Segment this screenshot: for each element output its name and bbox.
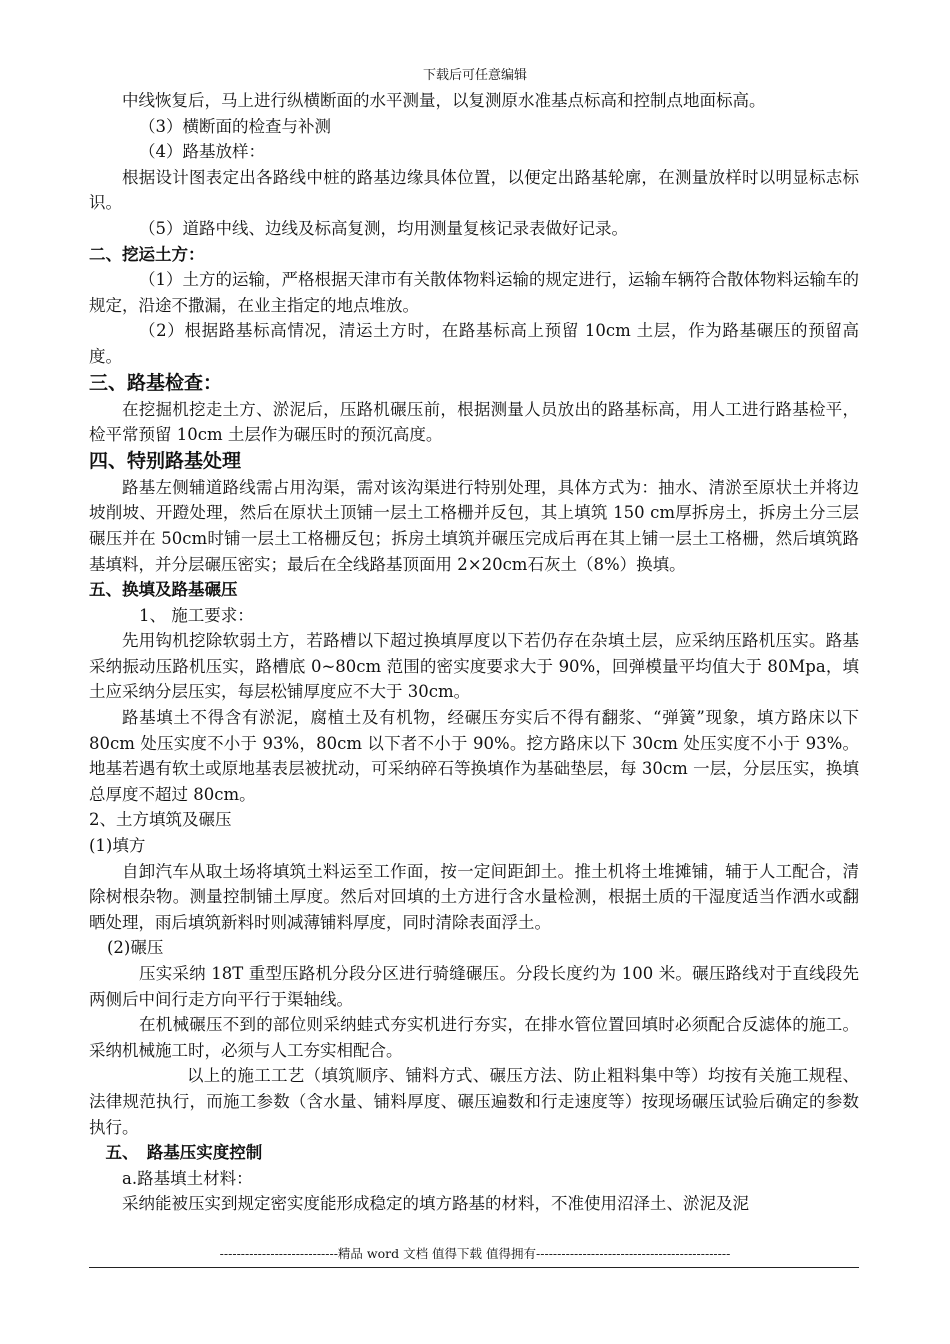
- paragraph: 路基填土不得含有淤泥，腐植土及有机物，经碾压夯实后不得有翻浆、“弹簧”现象，填方路床以下 80cm 处压实度不小于 93%，80cm 以下者不小于 90%。挖方路床以下 30cm 处压实度不小于 93%。地基若遇有软土或原地基表层被扰动，可采纳碎石等换填作为基础垫层，每 30cm 一层，分层压实，换填总厚度不超过 80cm。: [89, 708, 859, 804]
- paragraph: a.路基填土材料：: [122, 1168, 253, 1188]
- paragraph: 在挖掘机挖走土方、淤泥后，压路机碾压前，根据测量人员放出的路基标高，用人工进行路基检平，检平常预留 10cm 土层作为碾压时的预沉高度。: [89, 399, 859, 445]
- document-body: [89, 88, 859, 1217]
- paragraph: 2、土方填筑及碾压: [89, 810, 232, 830]
- page-footer: ----------------------------精品 word 文档 值得下载 值得拥有----------------------------------------------: [219, 1246, 731, 1261]
- paragraph: 在机械碾压不到的部位则采纳蛙式夯实机进行夯实，在排水管位置回填时必须配合反滤体的施工。采纳机械施工时，必须与人工夯实相配合。: [89, 1015, 859, 1060]
- paragraph: （1）土方的运输，严格根据天津市有关散体物料运输的规定进行，运输车辆符合散体物料运输车的规定，沿途不撒漏，在业主指定的地点堆放。: [89, 270, 859, 315]
- paragraph: （2）根据路基标高情况，清运土方时，在路基标高上预留 10cm 土层，作为路基碾压的预留高度。: [89, 321, 859, 366]
- paragraph: (2)碾压: [107, 938, 164, 958]
- paragraph: 采纳能被压实到规定密实度能形成稳定的填方路基的材料，不准使用沼泽土、淤泥及泥: [122, 1194, 749, 1214]
- section-heading: 四、特别路基处理: [89, 449, 242, 472]
- paragraph: （3）横断面的检查与补测: [139, 116, 331, 136]
- page-header: 下载后可任意编辑: [422, 68, 527, 83]
- section-heading: 五、 路基压实度控制: [89, 1143, 263, 1163]
- section-heading: 五、换填及路基碾压: [89, 580, 238, 600]
- paragraph: 根据设计图表定出各路线中桩的路基边缘具体位置，以便定出路基轮廓，在测量放样时以明显标志标识。: [89, 167, 859, 213]
- footer-divider: [89, 1267, 859, 1268]
- paragraph: 自卸汽车从取土场将填筑土料运至工作面，按一定间距卸土。推土机将土堆摊铺，辅于人工配合，清除树根杂物。测量控制铺土厚度。然后对回填的土方进行含水量检测，根据土质的干湿度适当作洒水或翻晒处理，雨后填筑新料时则减薄铺料厚度，同时清除表面浮土。: [89, 861, 859, 932]
- paragraph: (1)填方: [89, 836, 146, 856]
- paragraph: （4）路基放样：: [139, 142, 265, 162]
- paragraph: 先用钩机挖除软弱土方，若路槽以下超过换填厚度以下若仍存在杂填土层，应采纳压路机压实。路基采纳振动压路机压实，路槽底 0~80cm 范围的密实度要求大于 90%，回弹模量平均值大于 80Mpa，填土应采纳分层压实，每层松铺厚度应不大于 30cm。: [89, 631, 859, 702]
- paragraph: 压实采纳 18T 重型压路机分段分区进行骑缝碾压。分段长度约为 100 米。碾压路线对于直线段先两侧后中间行走方向平行于渠轴线。: [89, 964, 859, 1009]
- paragraph: 中线恢复后，马上进行纵横断面的水平测量，以复测原水准基点标高和控制点地面标高。: [122, 91, 766, 110]
- section-heading: 三、路基检查：: [89, 371, 223, 394]
- paragraph: 1、 施工要求：: [139, 605, 254, 625]
- paragraph: 路基左侧辅道路线需占用沟渠，需对该沟渠进行特别处理，具体方式为：抽水、清淤至原状土并将边坡削坡、开蹬处理，然后在原状土顶铺一层土工格栅并反包，其上填筑 150 cm厚拆房土，拆房土分三层碾压并在 50cm时铺一层土工格栅反包；拆房土填筑并碾压完成后再在其上铺一层土工格栅，然后填筑路基填料，并分层碾压密实；最后在全线路基顶面用 2×20cm石灰土（8%）换填。: [89, 477, 859, 574]
- paragraph: 以上的施工工艺（填筑顺序、铺料方式、碾压方法、防止粗料集中等）均按有关施工规程、法律规范执行，而施工参数（含水量、铺料厚度、碾压遍数和行走速度等）按现场碾压试验后确定的参数执行。: [89, 1066, 859, 1137]
- section-heading: 二、挖运土方：: [89, 244, 205, 264]
- paragraph: （5）道路中线、边线及标高复测，均用测量复核记录表做好记录。: [139, 218, 628, 238]
